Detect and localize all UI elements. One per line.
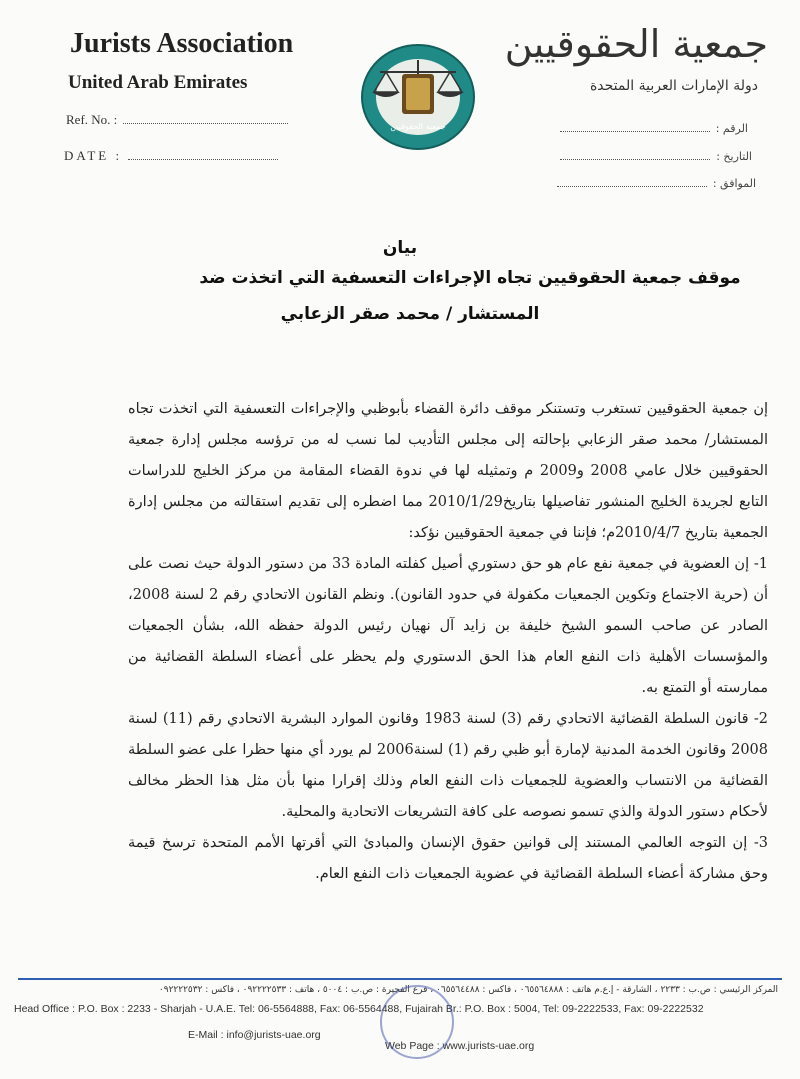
body-intro: إن جمعية الحقوقيين تستغرب وتستنكر موقف دائرة القضاء بأبوظبي والإجراءات التعسفية التي اتخذت تجاه المستشار/ محمد صقر الزعابي بإحالته إلى مجلس التأديب لما نسب له من ترؤسه مجلس إدارة جمعية الحقوقيين خلال عامي 2008 و2009 م وتمثيله لها في ندوة القضاء المقامة من مركز الخليج للدراسات التابع لجريدة الخليج المنشور تفاصيلها بتاريخ2010/1/29 مما اضطره إلى تقديم استقالته من مجلس إدارة الجمعية بتاريخ 2010/4/7م؛ فإننا في جمعية الحقوقيين نؤكد: <box>128 401 769 541</box>
footer-divider <box>18 978 782 980</box>
body-point-1: 1- إن العضوية في جمعية نفع عام هو حق دستوري أصيل كفلته المادة 33 من دستور الدولة حيث نصت على أن (حرية الاجتماع وتكوين الجمعيات مكفولة في حدود القانون). ونظم القانون الاتحادي رقم 2 لسنة 2008، الصادر عن صاحب السمو الشيخ خليفة بن زايد آل نهيان رئيس الدولة حفظه الله، بشأن الجمعيات والمؤسسات الأهلية ذات النفع العام هذا الحق الدستوري ولم يحظر على أعضاء السلطة القضائية من ممارسته أو التمتع به. <box>128 556 768 696</box>
arabic-number-field <box>560 122 748 135</box>
arabic-country: دولة الإمارات العربية المتحدة <box>589 78 758 94</box>
ref-number-field <box>66 112 288 128</box>
emblem-caption: جمعية الحقوقيين <box>390 122 446 131</box>
footer-arabic-address: المركز الرئيسي : ص.ب : ٢٢٣٣ ، الشارقة - إ.ع.م هاتف : ٠٦٥٥٦٤٨٨٨ ، فاكس : ٠٦٥٥٦٤٤٨٨ ، فرع الفجيرة : ص.ب : ٥٠٠٤ ، هاتف : ٠٩٢٢٢٢٥٣٣ ، فاكس : ٠٩٢٢٢٢٥٣٢ <box>158 985 778 995</box>
ref-label: Ref. No. : <box>66 112 118 127</box>
statement-subject: المستشار / محمد صقر الزعابي <box>280 304 540 324</box>
statement-heading: بيان <box>382 238 418 258</box>
arabic-date-field <box>560 150 752 163</box>
official-stamp-icon <box>380 985 454 1059</box>
footer-web-link[interactable]: Web Page : www.jurists-uae.org <box>385 1040 535 1052</box>
english-country: United Arab Emirates <box>68 72 248 93</box>
association-emblem-icon <box>358 42 478 152</box>
arabic-corresponding-field <box>557 177 756 190</box>
date-field <box>64 148 278 164</box>
footer-email-link[interactable]: E-Mail : info@jurists-uae.org <box>188 1029 321 1041</box>
arabic-org-name: جمعية الحقوقيين <box>504 22 768 66</box>
english-org-name: Jurists Association <box>70 28 294 59</box>
statement-body <box>128 394 768 890</box>
arabic-number-label: الرقم : <box>715 122 748 135</box>
footer-head-office: Head Office : P.O. Box : 2233 - Sharjah - U.A.E. Tel: 06-5564888, Fax: 06-5564488, Fujairah Br.: P.O. Box : 5004, Tel: 09-2222533, Fax: 09-2222532 <box>14 1003 704 1015</box>
date-label: DATE : <box>64 148 123 163</box>
arabic-corresponding-label: الموافق : <box>712 177 756 190</box>
arabic-date-label: التاريخ : <box>716 150 752 163</box>
body-point-3: 3- إن التوجه العالمي المستند إلى قوانين حقوق الإنسان والمبادئ التي أقرتها الأمم المتحدة ترسخ قيمة وحق مشاركة أعضاء السلطة القضائية في عضوية الجمعيات ذات النفع العام. <box>128 835 768 882</box>
statement-title: موقف جمعية الحقوقيين تجاه الإجراءات التعسفية التي اتخذت ضد <box>199 268 741 288</box>
body-point-2: 2- قانون السلطة القضائية الاتحادي رقم (3) لسنة 1983 وقانون الموارد البشرية الاتحادي رقم (11) لسنة 2008 وقانون الخدمة المدنية لإمارة أبو ظبي رقم (1) لسنة2006 لم يورد أي منها حظرا على عضو السلطة القضائية من الانتساب والعضوية للجمعيات ذات النفع العام وذلك إقرارا منها بأن مثل هذا الحظر مخالف لأحكام دستور الدولة والذي تسمو نصوصه على كافة التشريعات الاتحادية والمحلية. <box>128 711 769 820</box>
